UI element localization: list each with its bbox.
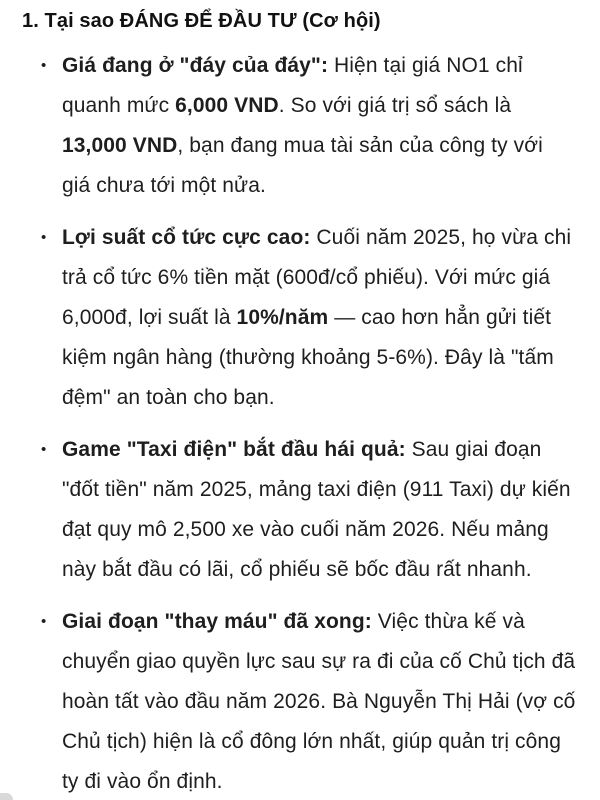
text-segment-bold: 13,000 VND [62, 134, 178, 157]
list-item [22, 430, 576, 590]
text-segment-bold: Giá đang ở "đáy của đáy": [62, 54, 329, 77]
bullet-list [22, 46, 576, 800]
text-segment-bold: 6,000 VND [175, 94, 279, 117]
text-segment: Sau giai đoạn "đốt tiền" năm 2025, mảng taxi điện (911 Taxi) dự kiến đạt quy mô 2,500 xe vào cuối năm 2026. Nếu mảng này bắt đầu có lãi, cổ phiếu sẽ bốc đầu rất nhanh. [62, 438, 571, 581]
list-item [22, 218, 576, 418]
text-segment-bold: Giai đoạn "thay máu" đã xong: [62, 610, 372, 633]
text-segment: Cuối năm 2025, họ vừa chi trả cổ tức 6% tiền mặt (600đ/cổ phiếu). Với mức giá 6,000đ, lợi suất là [62, 226, 572, 329]
section-heading: 1. Tại sao ĐÁNG ĐỂ ĐẦU TƯ (Cơ hội) [22, 10, 381, 32]
text-segment: Việc thừa kế và chuyển giao quyền lực sau sự ra đi của cố Chủ tịch đã hoàn tất vào đầu năm 2026. Bà Nguyễn Thị Hải (vợ cố Chủ tịch) hiện là cổ đông lớn nhất, giúp quản trị công ty đi vào ổn định. [62, 610, 576, 793]
list-item [22, 602, 576, 800]
text-segment-bold: Game "Taxi điện" bắt đầu hái quả: [62, 438, 406, 461]
bullet-icon: • [41, 441, 47, 458]
text-segment-bold: Lợi suất cổ tức cực cao: [62, 226, 311, 249]
bullet-icon: • [41, 613, 47, 630]
text-segment: . So với giá trị sổ sách là [278, 94, 512, 117]
list-item-text [62, 438, 571, 581]
list-item-text [62, 610, 575, 793]
list-item [22, 46, 576, 206]
list-item-text [62, 54, 543, 197]
text-segment: , bạn đang mua tài sản của công ty với giá chưa tới một nửa. [62, 134, 543, 197]
text-segment: — cao hơn hẳn gửi tiết kiệm ngân hàng (thường khoảng 5-6%). Đây là "tấm đệm" an toàn cho bạn. [62, 306, 554, 409]
list-item-text [62, 226, 571, 409]
text-segment: Hiện tại giá NO1 chỉ quanh mức [62, 54, 523, 117]
corner-fragment [0, 793, 13, 800]
bullet-icon: • [41, 57, 47, 74]
bullet-icon: • [41, 229, 47, 246]
text-segment-bold: 10%/năm [236, 306, 329, 329]
